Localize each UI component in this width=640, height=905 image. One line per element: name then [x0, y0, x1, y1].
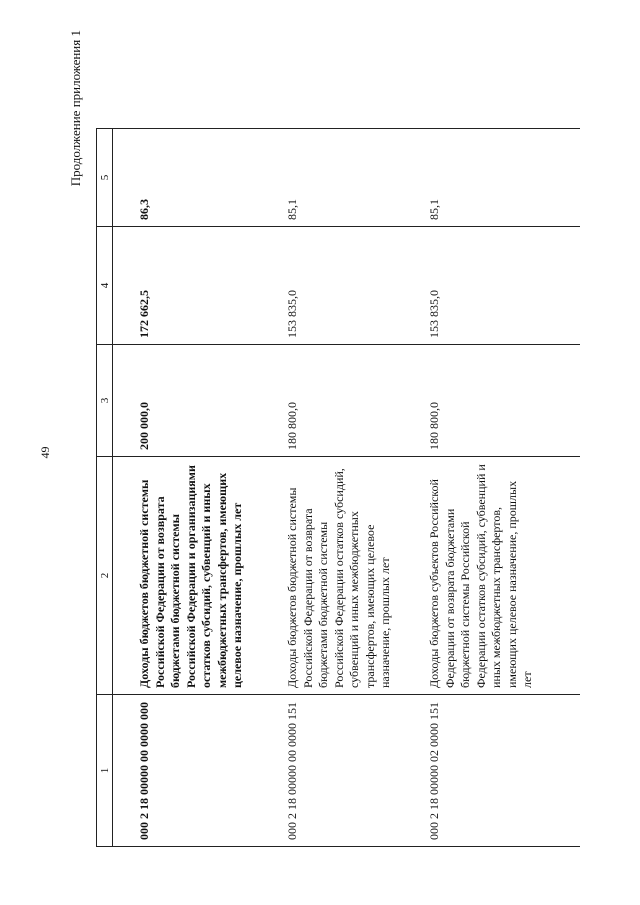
cell-plan: 180 800,0 — [403, 345, 580, 457]
column-header-code: 1 — [97, 695, 113, 847]
cell-code: 000 2 18 00000 00 0000 151 — [261, 695, 403, 847]
column-header-percent: 5 — [97, 129, 113, 227]
table-header-row — [97, 129, 113, 847]
cell-name: Доходы бюджетов субъектов Российской Федерации от возврата бюджетами бюджетной системы Российской Федерации остатков субсидий, субвенций и иных межбюджетных трансфертов, имеющих целевое назначение, прошлых лет — [403, 457, 580, 695]
cell-actual: 153 835,0 — [261, 227, 403, 345]
table-row — [113, 129, 262, 847]
page-number: 49 — [38, 446, 52, 459]
cell-name: Доходы бюджетов бюджетной системы Российской Федерации от возврата бюджетами бюджетной системы Российской Федерации и организациями остатков субсидий, субвенций и иных межбюджетных трансфертов, имеющих целевое назначение, прошлых лет — [113, 457, 262, 695]
table-row — [403, 129, 580, 847]
cell-actual: 153 835,0 — [403, 227, 580, 345]
cell-plan: 180 800,0 — [261, 345, 403, 457]
cell-actual: 172 662,5 — [113, 227, 262, 345]
cell-code: 000 2 18 00000 02 0000 151 — [403, 695, 580, 847]
budget-table — [96, 128, 580, 847]
table-row — [261, 129, 403, 847]
cell-code: 000 2 18 00000 00 0000 000 — [113, 695, 262, 847]
cell-percent: 85,1 — [403, 129, 580, 227]
cell-plan: 200 000,0 — [113, 345, 262, 457]
column-header-actual: 4 — [97, 227, 113, 345]
column-header-name: 2 — [97, 457, 113, 695]
cell-percent: 85,1 — [261, 129, 403, 227]
cell-name: Доходы бюджетов бюджетной системы Российской Федерации от возврата бюджетами бюджетной системы Российской Федерации остатков субсидий, субвенций и иных межбюджетных трансфертов, имеющих целевое назначение, прошлых лет — [261, 457, 403, 695]
cell-percent: 86,3 — [113, 129, 262, 227]
continuation-label: Продолжение приложения 1 — [68, 30, 83, 187]
column-header-plan: 3 — [97, 345, 113, 457]
